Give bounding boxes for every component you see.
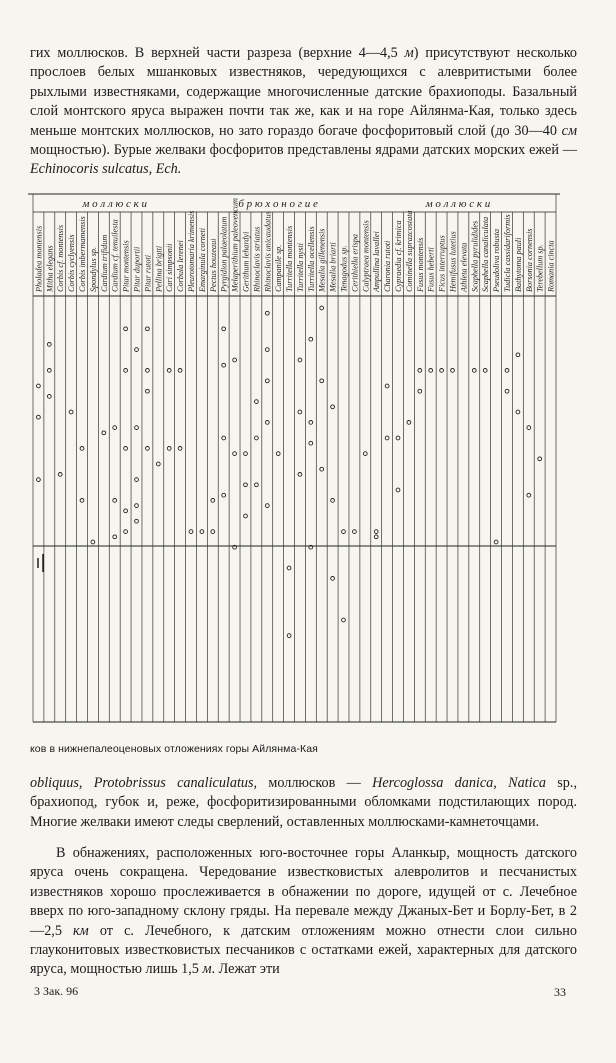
occurrence-mark xyxy=(211,530,215,534)
occurrence-mark xyxy=(298,358,302,362)
occurrence-mark xyxy=(396,488,400,492)
occurrence-mark xyxy=(156,462,160,466)
text-run: sp., брахиопод, губок и, реже, фосфоритизированными обломками подстилающих пород. Многие желваки имеют следы сверлений, оставленных моллюсками-камнеточцами. xyxy=(30,775,577,830)
occurrence-mark xyxy=(135,478,139,482)
text-run: В обнажениях, расположенных юго-восточнее горы Аланкыр, мощность датского яруса очень сокращена. Чередование известковистых алевролитов и песчанистых известняков хорошо прослеживается в обнажении по дороге, идущей от с. Лечебное вверх по юго-западному склону гряды. На перевале между Джаных-Бет и Борлу-Бет, в 2—2,5 xyxy=(30,845,577,939)
occurrence-mark xyxy=(200,530,204,534)
occurrence-mark xyxy=(146,327,150,331)
species-name: Campanile sp. xyxy=(274,244,284,292)
group-header: б р ю х о н о г и е xyxy=(238,198,318,210)
species-name: Mitha elegans xyxy=(45,245,55,292)
text-run: obliquus, Protobrissus canaliculatus, xyxy=(30,775,258,791)
species-name: Borsonia cornensis xyxy=(524,228,534,292)
occurrence-mark xyxy=(418,369,422,373)
footer-sheet-signature: 3 Зак. 96 xyxy=(34,984,79,998)
occurrence-mark xyxy=(265,379,269,383)
specimen-distribution-table xyxy=(0,186,616,746)
occurrence-mark xyxy=(309,337,313,341)
text-run: моллюсков — xyxy=(257,775,373,791)
occurrence-mark xyxy=(222,493,226,497)
occurrence-mark xyxy=(516,353,520,357)
occurrence-mark xyxy=(233,358,237,362)
occurrence-mark xyxy=(167,369,171,373)
species-name: Pitar rutoti xyxy=(143,254,153,292)
occurrence-mark xyxy=(505,389,509,393)
occurrence-mark xyxy=(146,369,150,373)
occurrence-mark xyxy=(309,421,313,425)
species-name: Ampullina lavallei xyxy=(372,231,382,292)
species-name: Rhinoclavis striatus xyxy=(252,226,262,292)
species-name: Turritella ocellensis xyxy=(306,226,316,292)
occurrence-mark xyxy=(320,467,324,471)
species-name: Cerithiella erispa xyxy=(350,234,360,292)
occurrence-mark xyxy=(385,384,389,388)
occurrence-mark xyxy=(37,478,41,482)
occurrence-mark xyxy=(472,369,476,373)
occurrence-mark xyxy=(37,384,41,388)
species-name: Ficus interruptus xyxy=(437,235,447,292)
species-name: Fusus montensis xyxy=(415,237,425,292)
species-name: Pitar montensis xyxy=(121,240,131,292)
species-name: Tenagodus sp. xyxy=(339,245,349,292)
occurrence-mark xyxy=(222,363,226,367)
species-name: Turritella nysti xyxy=(295,243,305,292)
occurrence-mark xyxy=(363,452,367,456)
text-run: км xyxy=(73,922,89,939)
species-name: Mesalia briarti xyxy=(328,242,338,292)
occurrence-mark xyxy=(135,519,139,523)
occurrence-mark xyxy=(47,369,51,373)
occurrence-mark xyxy=(418,389,422,393)
text-run: гих моллюсков. В верхней части разреза (верхние 4—4,5 xyxy=(30,45,405,61)
occurrence-mark xyxy=(516,410,520,414)
occurrence-mark xyxy=(494,540,498,544)
species-name: Gerithum lehardyi xyxy=(241,231,251,292)
occurrence-mark xyxy=(124,327,128,331)
occurrence-mark xyxy=(342,618,346,622)
occurrence-mark xyxy=(276,452,280,456)
species-name: Calyptraea montensis xyxy=(361,220,371,292)
occurrence-mark xyxy=(320,306,324,310)
occurrence-mark xyxy=(244,514,248,518)
species-name: Hemifusus lutetius xyxy=(448,231,458,292)
species-name: Tudicla cassidariformis xyxy=(503,214,512,292)
occurrence-mark xyxy=(80,499,84,503)
occurrence-mark xyxy=(102,431,106,435)
occurrence-mark xyxy=(429,369,433,373)
species-name: Scaphella canaliculata xyxy=(481,216,491,292)
occurrence-mark xyxy=(189,530,193,534)
occurrence-mark xyxy=(287,634,291,638)
occurrence-mark xyxy=(124,530,128,534)
paragraph-top xyxy=(30,44,577,180)
table-grid xyxy=(0,186,616,746)
occurrence-mark xyxy=(298,473,302,477)
occurrence-mark xyxy=(146,447,150,451)
species-name: Corbis cf. montensis xyxy=(56,224,66,292)
occurrence-mark xyxy=(124,509,128,513)
species-name: Corbis imbermamensis xyxy=(78,216,87,292)
occurrence-mark xyxy=(265,504,269,508)
occurrence-mark xyxy=(407,421,411,425)
occurrence-mark xyxy=(342,530,346,534)
occurrence-mark xyxy=(538,457,542,461)
occurrence-mark xyxy=(233,452,237,456)
occurrence-mark xyxy=(135,348,139,352)
species-name: Cominella suprazcostata xyxy=(404,210,414,292)
paragraph-bottom xyxy=(30,844,577,980)
species-name: Romania cincta xyxy=(546,240,556,292)
occurrence-mark xyxy=(113,499,117,503)
occurrence-mark xyxy=(47,343,51,347)
occurrence-mark xyxy=(58,473,62,477)
occurrence-mark xyxy=(80,447,84,451)
occurrence-mark xyxy=(135,504,139,508)
species-name: Turritella montensis xyxy=(285,225,295,292)
occurrence-mark xyxy=(331,577,335,581)
text-run: Hercoglossa danica, Natica xyxy=(372,775,546,791)
occurrence-mark xyxy=(167,447,171,451)
species-name: Scaphella pyrulidides xyxy=(470,220,480,292)
species-name: Mesalia gillenensis xyxy=(317,228,327,292)
occurrence-mark xyxy=(222,327,226,331)
occurrence-mark xyxy=(222,436,226,440)
text-run: Echinocoris sulcatus, Ech. xyxy=(30,161,182,178)
occurrence-mark xyxy=(124,447,128,451)
occurrence-mark xyxy=(47,395,51,399)
occurrence-mark xyxy=(113,426,117,430)
text-run: . Лежат эти xyxy=(211,961,280,978)
species-name: Cardium trifidum xyxy=(99,234,109,292)
occurrence-mark xyxy=(178,447,182,451)
group-header: м о л л ю с к и xyxy=(425,198,491,210)
species-name: Fusus heberti xyxy=(426,247,436,292)
occurrence-mark xyxy=(255,400,259,404)
occurrence-mark xyxy=(244,452,248,456)
species-name: Corbula lerenei xyxy=(176,240,186,292)
occurrence-mark xyxy=(527,493,531,497)
occurrence-mark xyxy=(320,379,324,383)
paragraph-middle xyxy=(30,774,577,832)
occurrence-mark xyxy=(113,535,117,539)
occurrence-mark xyxy=(255,436,259,440)
species-name: Athleta elevata xyxy=(459,242,469,292)
species-name: Pyrgidion palaeolatum xyxy=(219,216,229,292)
occurrence-mark xyxy=(331,405,335,409)
occurrence-mark xyxy=(298,410,302,414)
species-name: Charonia rutoti xyxy=(383,240,393,292)
text-run: от с. Лечебного, к датским отложениям можно отнести слои сильно глауконитовых известковистых песчаников с остатками ежей, характерных для датского яруса, мощностью лишь 1,5 xyxy=(30,922,577,978)
species-name: Emarginula corneti xyxy=(197,227,207,292)
occurrence-mark xyxy=(374,530,378,534)
text-run: м xyxy=(404,45,414,61)
species-name: Cardium cf. tenuilesta xyxy=(110,219,120,292)
occurrence-mark xyxy=(287,566,291,570)
occurrence-mark xyxy=(135,426,139,430)
group-header: м о л л ю с к и xyxy=(82,198,148,210)
occurrence-mark xyxy=(385,436,389,440)
occurrence-mark xyxy=(178,369,182,373)
occurrence-mark xyxy=(374,535,378,539)
occurrence-mark xyxy=(146,389,150,393)
species-name: Cari simpsonii xyxy=(165,243,175,292)
species-name: Bathytoma pauli xyxy=(513,237,523,292)
text-run: ) присутствуют несколько прослоев белых мшанковых известняков, чередующихся с алевритистыми более рыхлыми известняками, содержащие многочисленные датские брахиоподы. Базальный слой монтского яруса выражен почти так же, как и на горе Айлянма-Кая, только здесь меньше монтских моллюсков, но зато гораздо богаче фосфоритовый слой (до 30—40 xyxy=(30,45,578,139)
occurrence-mark xyxy=(69,410,73,414)
occurrence-mark xyxy=(451,369,455,373)
occurrence-mark xyxy=(265,311,269,315)
table-caption: ков в нижнепалеоценовых отложениях горы Айлянма-Кая xyxy=(30,743,318,755)
occurrence-mark xyxy=(353,530,357,534)
text-run: м xyxy=(202,961,212,978)
text-run: см xyxy=(561,122,577,139)
species-name: Pitar duportii xyxy=(132,246,142,292)
species-name: Pellina brigtti xyxy=(154,245,164,292)
occurrence-mark xyxy=(396,436,400,440)
species-name: Spondylus sp. xyxy=(88,246,98,292)
occurrence-mark xyxy=(265,348,269,352)
occurrence-mark xyxy=(255,483,259,487)
occurrence-mark xyxy=(440,369,444,373)
species-name: Pectus houzeaui xyxy=(208,238,218,292)
species-name: Cypraedia cf. krimica xyxy=(394,220,403,292)
text-run: мощностью). Бурые желваки фосфоритов представлены ядрами датских морских ежей — xyxy=(30,142,577,159)
occurrence-mark xyxy=(91,540,95,544)
occurrence-mark xyxy=(527,426,531,430)
occurrence-mark xyxy=(331,499,335,503)
occurrence-mark xyxy=(124,369,128,373)
occurrence-mark xyxy=(211,499,215,503)
occurrence-mark xyxy=(309,441,313,445)
occurrence-mark xyxy=(37,415,41,419)
occurrence-mark xyxy=(244,483,248,487)
species-name: Pseudoliva robusta xyxy=(492,228,502,292)
species-name: Pholadea montensis xyxy=(34,225,44,292)
species-name: Terebellum sp. xyxy=(535,244,545,292)
species-name: Melaperithium paleovencum xyxy=(230,198,240,292)
occurrence-mark xyxy=(265,421,269,425)
page-number: 33 xyxy=(554,985,566,999)
occurrence-mark xyxy=(483,369,487,373)
species-name: Corbis cyclyensis xyxy=(67,234,77,292)
species-name: Rhinoclavis unicaudatus xyxy=(263,211,273,292)
species-name: Pleurotomaria krimensis xyxy=(187,210,196,292)
occurrence-mark xyxy=(505,369,509,373)
